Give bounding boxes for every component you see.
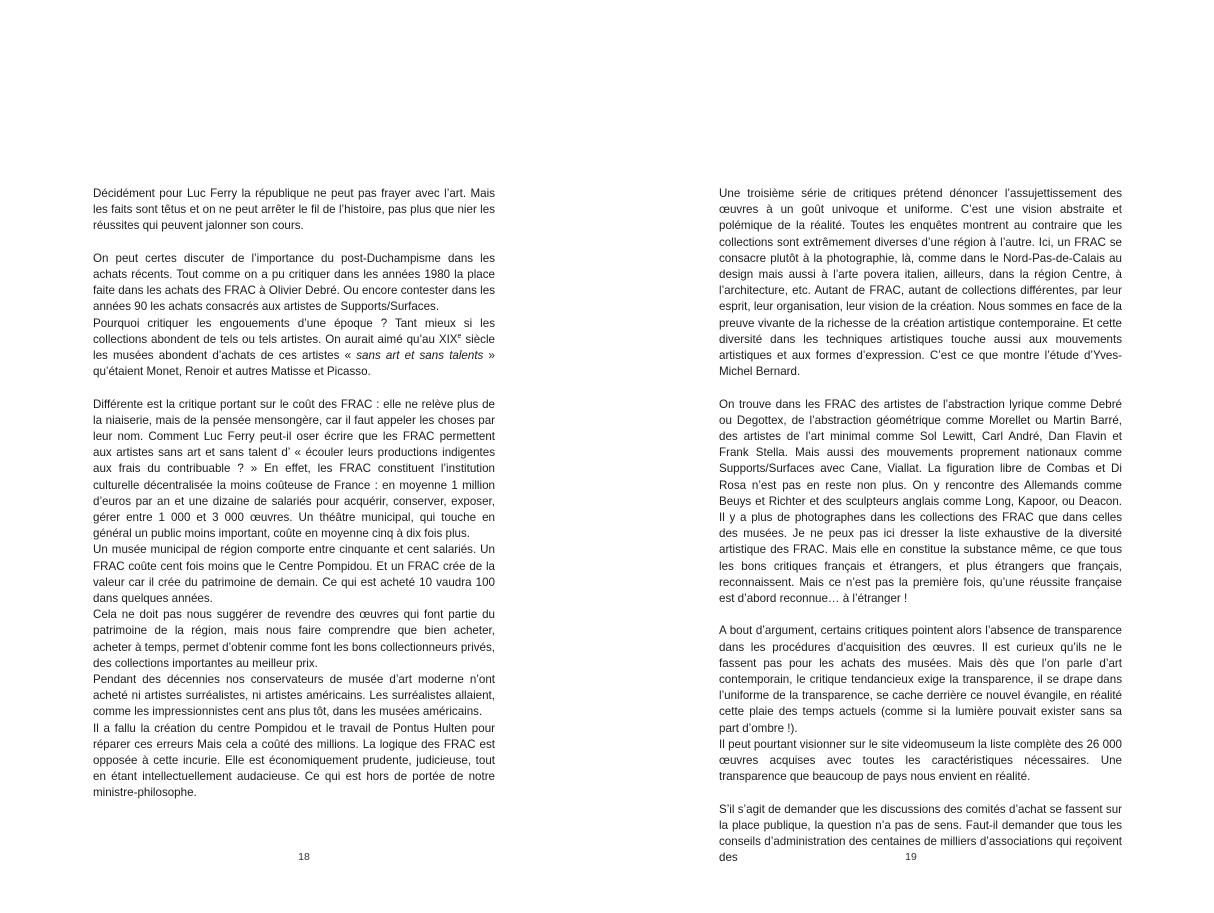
paragraph	[93, 316, 495, 381]
right-page	[607, 0, 1214, 913]
paragraph-spacer	[93, 380, 495, 396]
paragraph: Il peut pourtant visionner sur le site videomuseum la liste complète des 26 000 œuvres acquises avec toutes les caractéristiques nécessaires. Une transparence que beaucoup de pays nous envient en réalité.	[719, 737, 1122, 784]
paragraph-text: » qu’étaient Monet, Renoir et autres Matisse et Picasso.	[93, 349, 495, 379]
italic-quote: sans art et sans talents	[356, 349, 484, 363]
paragraph-text: siècle les musées abondent d’achats de ces artistes «	[93, 332, 495, 363]
paragraph-text: Pourquoi critiquer les engouements d’une époque ? Tant mieux si les collections abondent de tels ou tels artistes. On aurait aimé qu’au XIX	[93, 316, 495, 346]
paragraph-spacer	[93, 235, 495, 251]
paragraph: Un musée municipal de région comporte entre cinquante et cent salariés. Un FRAC coûte cent fois moins que le Centre Pompidou. Et un FRAC crée de la valeur car il crée du patrimoine de demain. Ce qui est acheté 10 vaudra 100 dans quelques années.	[93, 543, 495, 606]
paragraph: On peut certes discuter de l’importance du post-Duchampisme dans les achats récents. Tout comme on a pu critiquer dans les années 1980 la place faite dans les achats des FRAC à Olivier Debré. Ou encore contester dans les années 90 les achats consacrés aux artistes de Supports/Surfaces.	[93, 251, 495, 314]
paragraph-spacer	[719, 785, 1122, 801]
paragraph: Pendant des décennies nos conservateurs de musée d’art moderne n’ont acheté ni artistes surréalistes, ni artistes américains. Les surréalistes allaient, comme les impressionnistes cent ans plus tôt, dans les musées américains.	[93, 673, 495, 719]
paragraph: Décidément pour Luc Ferry la république ne peut pas frayer avec l’art. Mais les faits sont têtus et on ne peut arrêter le fil de l’histoire, pas plus que nier les réussites qui peuvent jalonner son cours.	[93, 187, 495, 233]
left-page-text	[93, 186, 495, 802]
page-number: 18	[298, 851, 310, 863]
paragraph: Une troisième série de critiques prétend dénoncer l’assujettissement des œuvres à un goût univoque et uniforme. C’est une vision abstraite et polémique de la réalité. Toutes les enquêtes montrent au contraire que les collections sont extrêmement diverses d’une région à l’autre. Ici, un FRAC se consacre plutôt à la photographie, là, comme dans le Nord-Pas-de-Calais au design mais aussi à l’arte povera italien, ailleurs, dans la région Centre, à l’architecture, etc. Autant de FRAC, autant de collections différentes, par leur esprit, leur organisation, leur vision de la création. Nous sommes en face de la preuve vivante de la richesse de la création artistique contemporaine. Et cette diversité dans les techniques artistiques touche aussi aux mouvements artistiques et aux formes d’expression. C’est ce que montre l’étude d’Yves-Michel Bernard.	[719, 187, 1122, 379]
paragraph: S’il s’agit de demander que les discussions des comités d’achat se fassent sur la place publique, la question n’a pas de sens. Faut-il demander que tous les conseils d’administration des centaines de milliers d’associations qui reçoivent des	[719, 802, 1122, 865]
superscript: e	[457, 332, 462, 340]
paragraph: Cela ne doit pas nous suggérer de revendre des œuvres qui font partie du patrimoine de la région, mais nous faire comprendre que bien acheter, acheter à temps, permet d’obtenir comme font les bons collectionneurs privés, des collections importantes au meilleur prix.	[93, 608, 495, 670]
paragraph-spacer	[719, 380, 1122, 396]
paragraph: A bout d’argument, certains critiques pointent alors l’absence de transparence dans les procédures d’acquisition des œuvres. Il est curieux qu’ils ne le fassent pas pour les achats des musées. Mais dès que l’on parle d’art contemporain, le critique tendancieux exige la transparence, il se drape dans l’uniforme de la transparence, se cache derrière ce nouvel évangile, en réalité cette plaie des temps actuels (comme si la lumière pouvait exister sans sa part d’ombre !).	[719, 624, 1122, 735]
page-number: 19	[905, 851, 917, 863]
right-page-text	[719, 186, 1122, 866]
paragraph: Différente est la critique portant sur le coût des FRAC : elle ne relève plus de la niaiserie, mais de la pensée mensongère, car il faut appeler les choses par leur nom. Comment Luc Ferry peut-il oser écrire que les FRAC permettent aux artistes sans art et sans talent d’ « écouler leurs productions indigentes aux frais du contribuable ? » En effet, les FRAC constituent l’institution culturelle décentralisée la moins coûteuse de France : en moyenne 1 million d’euros par an et une dizaine de salariés pour acquérir, conserver, exposer, gérer entre 1 000 et 3 000 œuvres. Un théâtre municipal, qui touche en général un public moins important, coûte en moyenne cinq à dix fois plus.	[93, 397, 495, 541]
paragraph: On trouve dans les FRAC des artistes de l’abstraction lyrique comme Debré ou Degottex, de l’abstraction géométrique comme Morellet ou Martin Barré, des artistes de l’art minimal comme Sol Lewitt, Carl André, Dan Flavin et Frank Stella. Mais aussi des mouvements proprement nationaux comme Supports/Surfaces avec Cane, Viallat. La figuration libre de Combas et Di Rosa n’est pas en reste non plus. On y rencontre des Allemands comme Beuys et Richter et des sculpteurs anglais comme Long, Kapoor, ou Deacon. Il y a plus de photographes dans les collections des FRAC que dans celles des musées. Je ne peux pas ici dresser la liste exhaustive de la diversité artistique des FRAC. Mais elle en constitue la substance même, ce que tous les bons critiques français et étrangers, et plus étrangers que français, reconnaissent. Mais ce n’est pas la première fois, qu’une réussite française est d’abord reconnue… à l’étranger !	[719, 397, 1122, 606]
paragraph-spacer	[719, 607, 1122, 623]
paragraph: Il a fallu la création du centre Pompidou et le travail de Pontus Hulten pour réparer ces erreurs Mais cela a coûté des millions. La logique des FRAC est opposée à cette incurie. Elle est économiquement prudente, judicieuse, tout en étant intellectuellement audacieuse. Ce qui est hors de portée de notre ministre-philosophe.	[93, 721, 495, 800]
